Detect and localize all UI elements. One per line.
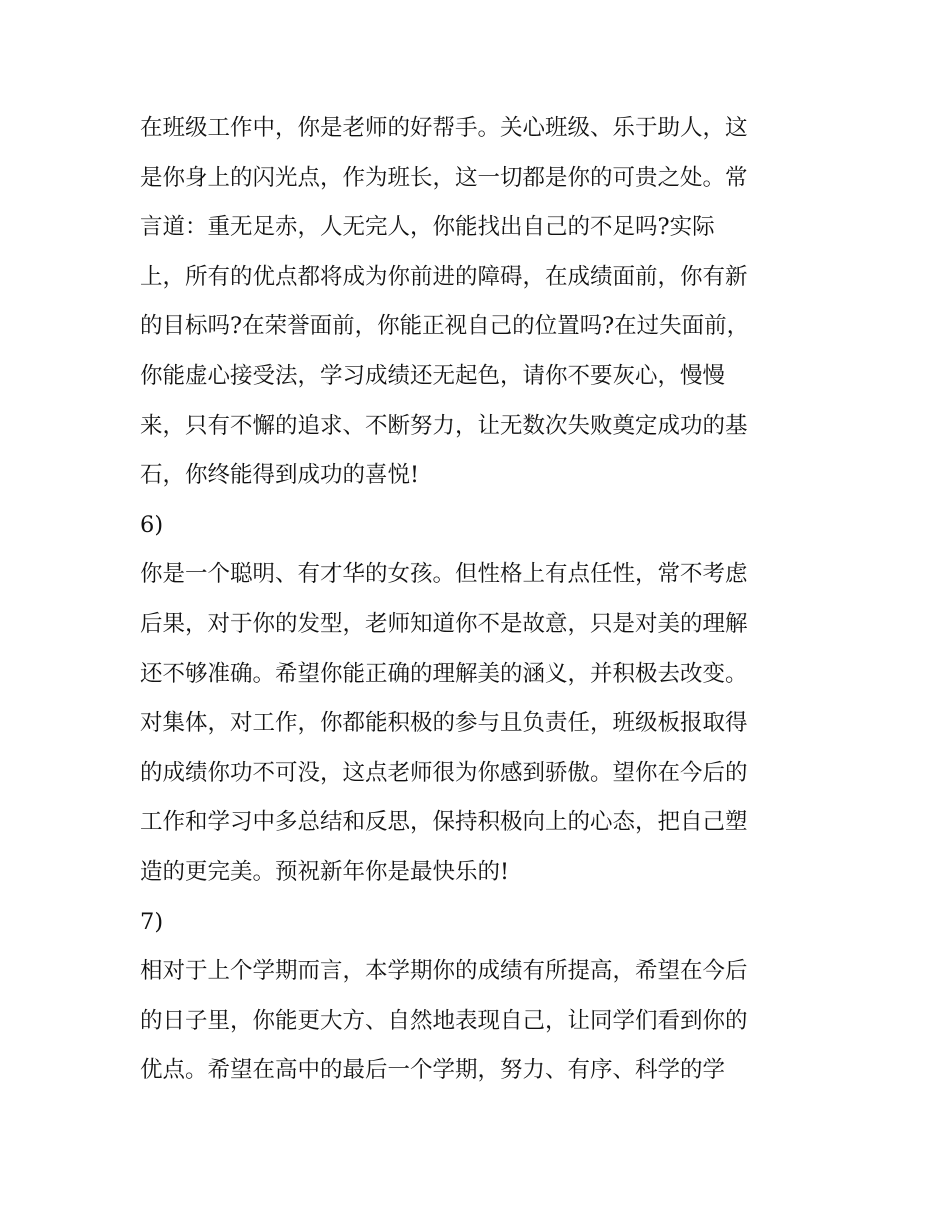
text-line: 上，所有的优点都将成为你前进的障碍，在成绩面前，你有新	[140, 263, 748, 290]
section-number: 6)	[140, 511, 164, 538]
text-line: 你是一个聪明、有才华的女孩。但性格上有点任性，常不考虑	[140, 561, 748, 588]
text-line: 的成绩你功不可没，这点老师很为你感到骄傲。望你在今后的	[140, 759, 748, 786]
text-line: 是你身上的闪光点，作为班长，这一切都是你的可贵之处。常	[140, 164, 748, 191]
text-line: 工作和学习中多总结和反思，保持积极向上的心态，把自己塑	[140, 809, 748, 836]
text-line: 的日子里，你能更大方、自然地表现自己，让同学们看到你的	[140, 1007, 748, 1034]
section-number: 7)	[140, 908, 164, 935]
text-line: 后果，对于你的发型，老师知道你不是故意，只是对美的理解	[140, 610, 748, 637]
text-line: 在班级工作中，你是老师的好帮手。关心班级、乐于助人，这	[140, 115, 748, 141]
text-line: 言道：重无足赤，人无完人，你能找出自己的不足吗?实际	[140, 214, 715, 241]
document-body	[140, 104, 820, 1096]
text-line: 来，只有不懈的追求、不断努力，让无数次失败奠定成功的基	[140, 412, 748, 439]
text-line: 还不够准确。希望你能正确的理解美的涵义，并积极去改变。	[140, 660, 748, 687]
text-line: 相对于上个学期而言，本学期你的成绩有所提高，希望在今后	[140, 958, 748, 985]
text-line: 造的更完美。预祝新年你是最快乐的!	[140, 858, 510, 885]
text-line: 优点。希望在高中的最后一个学期，努力、有序、科学的学	[140, 1057, 726, 1084]
text-line: 对集体，对工作，你都能积极的参与且负责任，班级板报取得	[140, 710, 748, 737]
text-line: 你能虚心接受法，学习成绩还无起色，请你不要灰心，慢慢	[140, 362, 726, 389]
text-line: 石，你终能得到成功的喜悦!	[140, 462, 420, 489]
text-line: 的目标吗?在荣誉面前，你能正视自己的位置吗?在过失面前，	[140, 313, 750, 340]
